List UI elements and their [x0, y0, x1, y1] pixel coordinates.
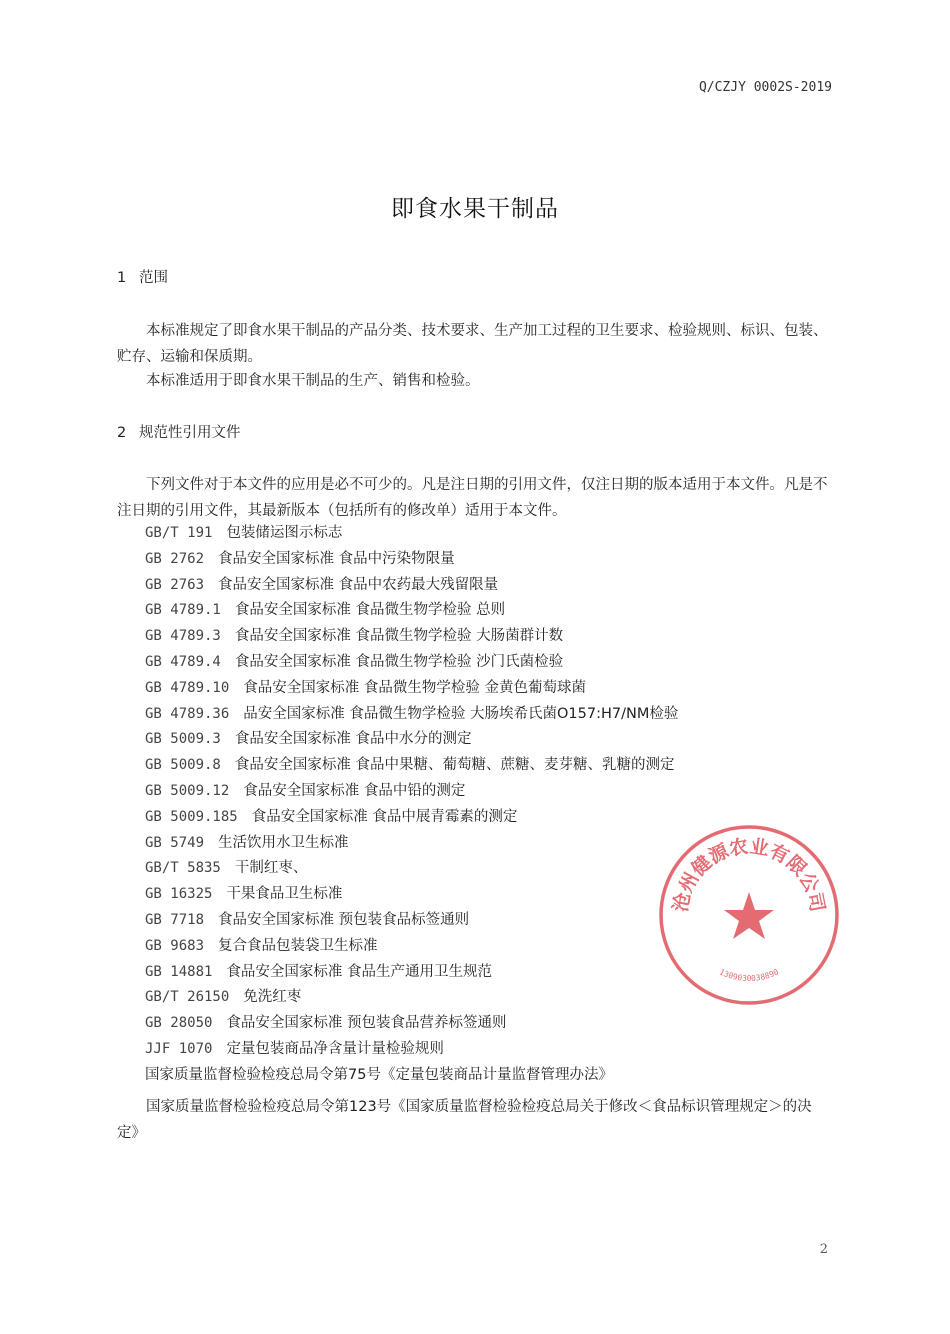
reference-code: GB 2763 — [145, 576, 205, 593]
reference-code: GB 28050 — [145, 1015, 213, 1032]
reference-title: 食品安全国家标准 食品微生物学检验 大肠菌群计数 — [234, 628, 564, 645]
reference-item — [145, 598, 835, 624]
reference-title: 食品安全国家标准 食品中果糖、葡萄糖、蔗糖、麦芽糖、乳糖的测定 — [234, 757, 675, 774]
reference-title: 食品安全国家标准 食品微生物学检验 金黄色葡萄球菌 — [243, 679, 587, 696]
reference-title: 食品安全国家标准 食品微生物学检验 总则 — [234, 602, 506, 619]
reference-item — [145, 1037, 835, 1063]
reference-code: GB 5009.8 — [145, 757, 221, 774]
reference-item — [145, 521, 835, 547]
reference-item — [145, 547, 835, 573]
reference-code: GB 5009.12 — [145, 782, 230, 799]
reference-title: 食品安全国家标准 预包装食品营养标签通则 — [226, 1015, 507, 1032]
seal-graphic — [656, 822, 842, 1008]
reference-code: GB 4789.4 — [145, 653, 221, 670]
references-intro: 下列文件对于本文件的应用是必不可少的。凡是注日期的引用文件，仅注日期的版本适用于本文件。凡是不注日期的引用文件，其最新版本（包括所有的修改单）适用于本文件。 — [117, 477, 828, 519]
reference-item — [145, 1063, 835, 1089]
section-number: 2 — [117, 425, 127, 441]
reference-title: 食品安全国家标准 食品微生物学检验 沙门氏菌检验 — [234, 653, 564, 670]
reference-last: 国家质量监督检验检疫总局令第123号《国家质量监督检验检疫总局关于修改＜食品标识管理规定＞的决定》 — [117, 1099, 812, 1141]
seal-serial: 1309030038890 — [717, 967, 781, 983]
reference-code: GB 5009.185 — [145, 808, 238, 825]
reference-code: GB 5009.3 — [145, 731, 221, 748]
section-title: 规范性引用文件 — [139, 425, 241, 441]
company-seal — [656, 822, 842, 1008]
reference-code: GB 4789.1 — [145, 602, 221, 619]
reference-title: 食品安全国家标准 食品生产通用卫生规范 — [226, 963, 493, 980]
reference-code: GB 14881 — [145, 963, 213, 980]
reference-code: GB/T 5835 — [145, 860, 221, 877]
reference-item — [145, 650, 835, 676]
section-2-heading — [117, 421, 241, 442]
reference-title: 复合食品包装袋卫生标准 — [218, 937, 378, 954]
reference-title: 国家质量监督检验检疫总局令第75号《定量包装商品计量监督管理办法》 — [145, 1066, 613, 1083]
reference-code: GB/T 191 — [145, 525, 213, 541]
reference-title: 食品安全国家标准 食品中水分的测定 — [234, 731, 472, 748]
reference-title: 食品安全国家标准 食品中农药最大残留限量 — [218, 576, 499, 593]
reference-item — [145, 779, 835, 805]
reference-title: 食品安全国家标准 食品中展青霉素的测定 — [251, 808, 518, 825]
reference-item — [145, 1011, 835, 1037]
reference-title: 干果食品卫生标准 — [226, 886, 343, 903]
reference-code: GB 4789.10 — [145, 679, 230, 696]
reference-item — [145, 702, 835, 728]
reference-code: GB 7718 — [145, 911, 205, 928]
section-1-heading — [117, 266, 168, 287]
document-number: Q/CZJY 0002S-2019 — [698, 80, 832, 95]
reference-code: GB/T 26150 — [145, 989, 230, 1006]
reference-code: GB 4789.3 — [145, 628, 221, 645]
reference-code: JJF 1070 — [145, 1040, 213, 1057]
reference-title: 食品安全国家标准 食品中污染物限量 — [218, 550, 455, 567]
reference-item — [145, 727, 835, 753]
section-number: 1 — [117, 270, 127, 286]
reference-item — [145, 573, 835, 599]
reference-code: GB 2762 — [145, 550, 205, 567]
reference-item — [145, 676, 835, 702]
reference-code: GB 4789.36 — [145, 705, 230, 722]
reference-title: 包装储运图示标志 — [226, 525, 343, 541]
reference-code: GB 16325 — [145, 886, 213, 903]
seal-text: 沧州健源农业有限公司 — [669, 835, 829, 914]
reference-title: 干制红枣、 — [234, 860, 308, 877]
reference-code: GB 5749 — [145, 834, 205, 851]
reference-item — [145, 624, 835, 650]
page-title: 即食水果干制品 — [391, 196, 559, 222]
section-title: 范围 — [139, 270, 168, 286]
reference-title: 生活饮用水卫生标准 — [218, 834, 349, 851]
reference-title: 食品安全国家标准 预包装食品标签通则 — [218, 911, 470, 928]
reference-item — [145, 753, 835, 779]
scope-paragraph-2: 本标准适用于即食水果干制品的生产、销售和检验。 — [146, 373, 480, 389]
reference-title: 免洗红枣 — [243, 989, 302, 1006]
scope-paragraph-1: 本标准规定了即食水果干制品的产品分类、技术要求、生产加工过程的卫生要求、检验规则、标识、包装、贮存、运输和保质期。 — [117, 323, 828, 365]
page-number: 2 — [819, 1242, 828, 1257]
reference-title: 品安全国家标准 食品微生物学检验 大肠埃希氏菌O157:H7/NM检验 — [243, 705, 679, 722]
reference-title: 食品安全国家标准 食品中铅的测定 — [243, 782, 466, 799]
star-icon — [724, 892, 774, 939]
reference-code: GB 9683 — [145, 937, 205, 954]
reference-title: 定量包装商品净含量计量检验规则 — [226, 1040, 444, 1057]
